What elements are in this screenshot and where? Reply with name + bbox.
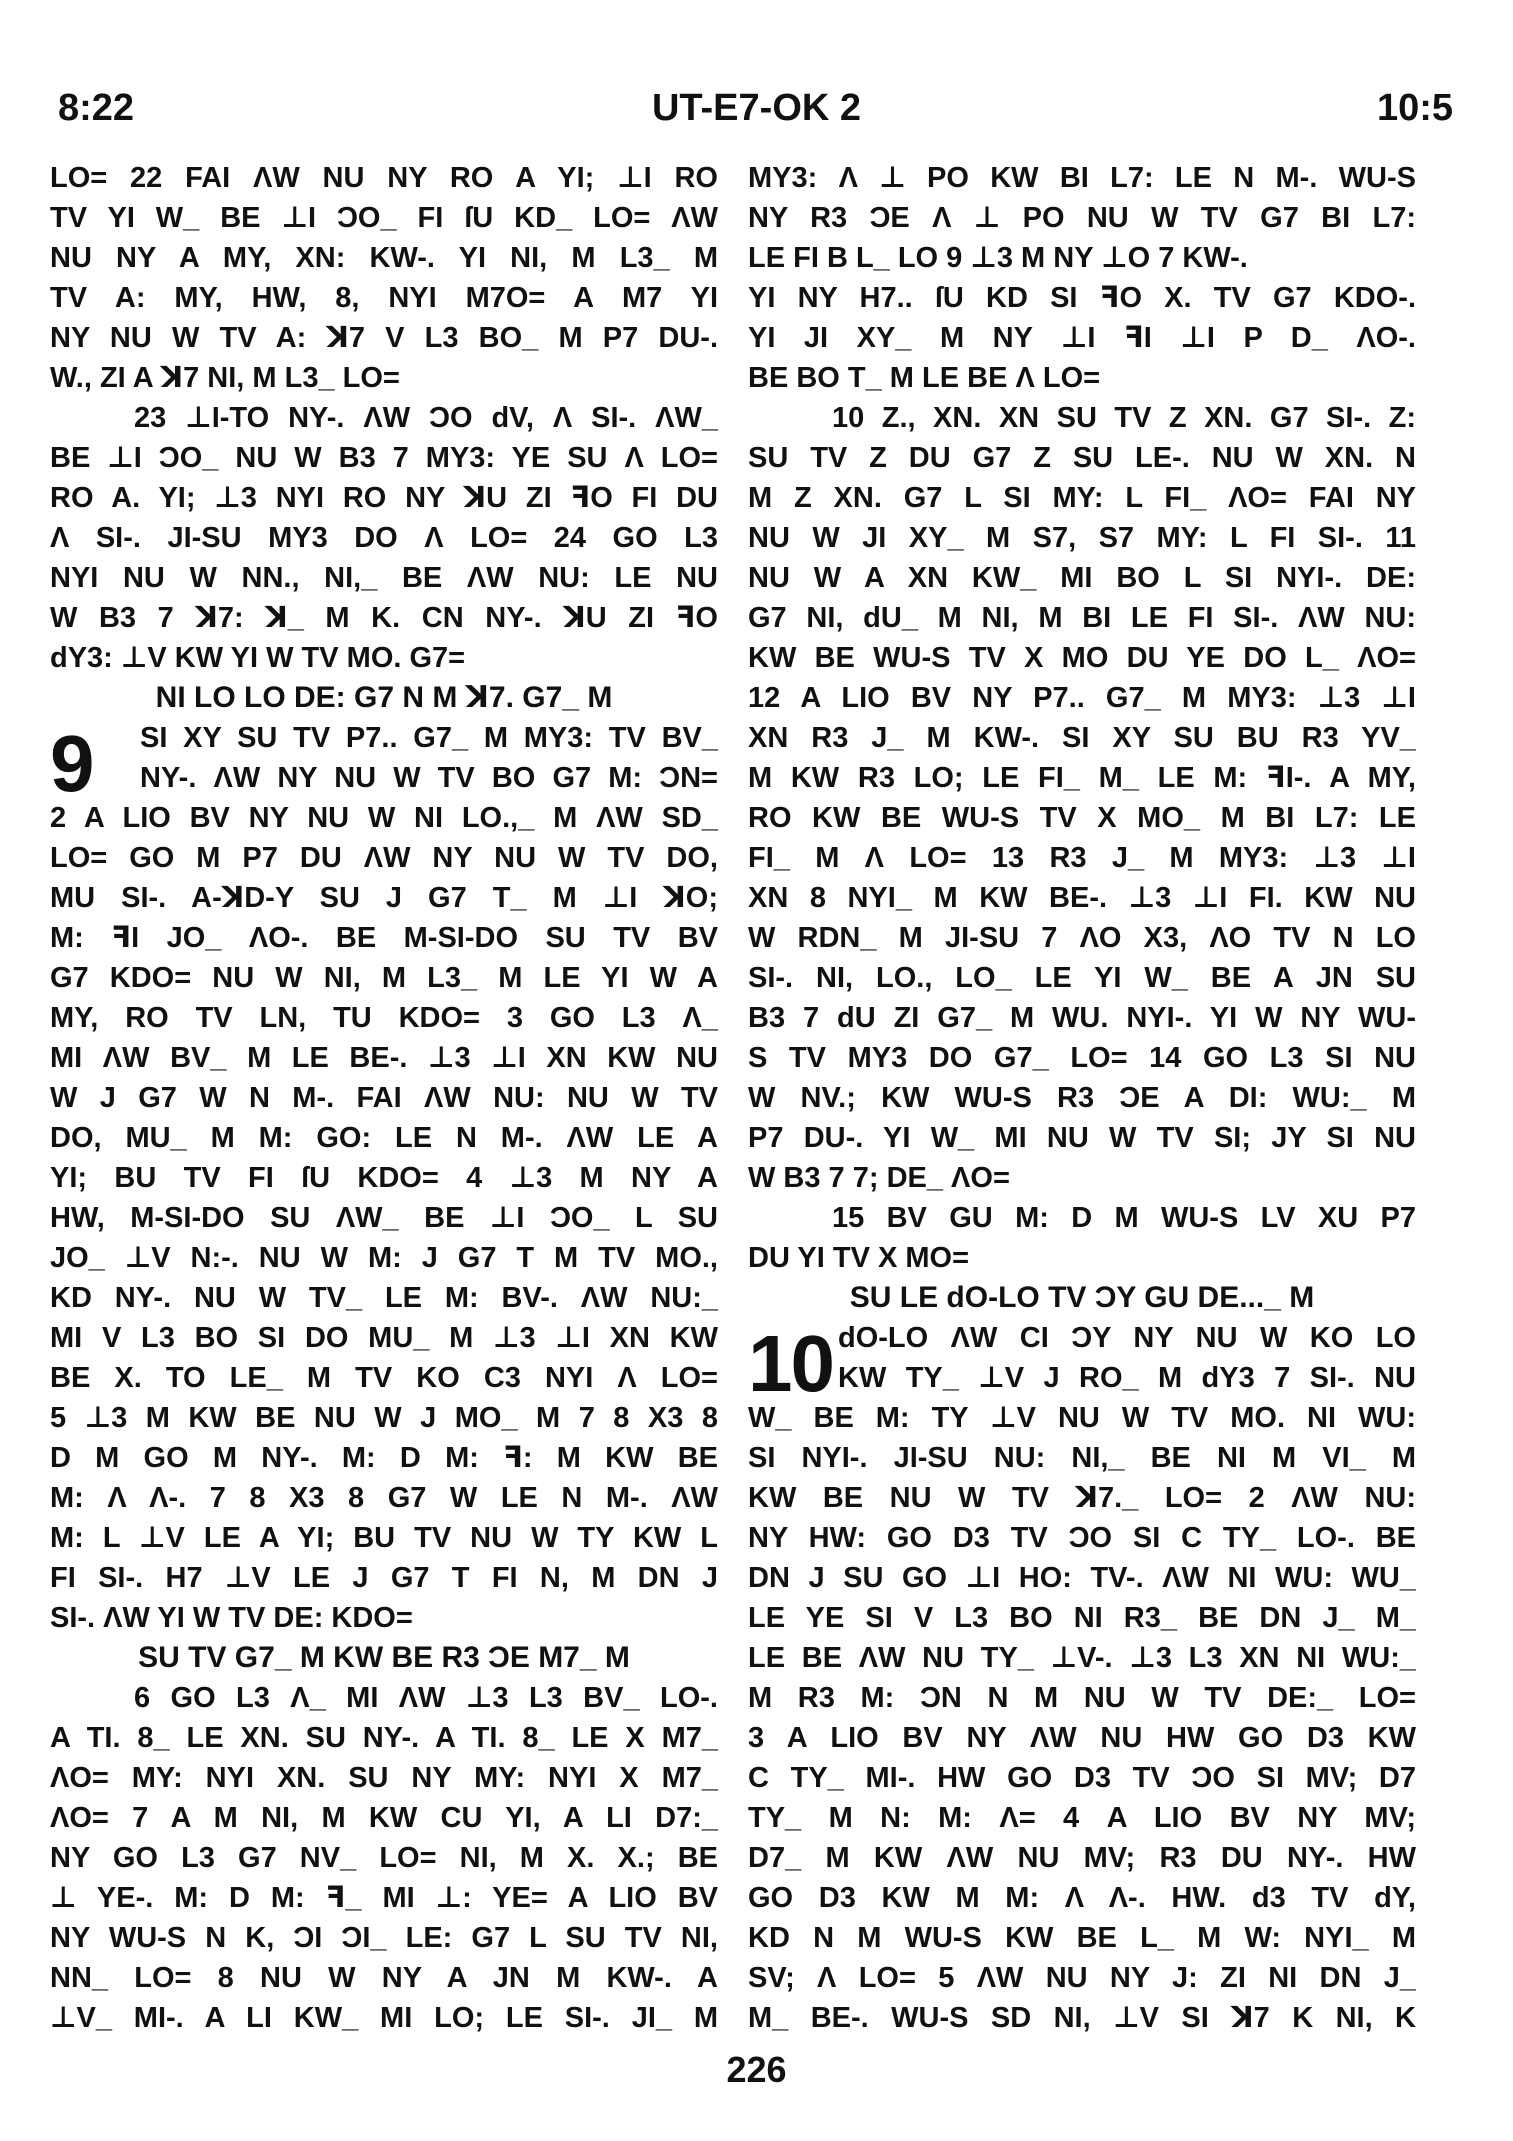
text-line: NY WU-S N K, ƆI ƆI_ LE: G7 L SU TV NI,: [50, 1922, 718, 1954]
text-line: 23 ⊥I-TO NY-. ΛW ƆO dV, Λ SI-. ΛW_: [134, 402, 718, 434]
text-line: SI NYI-. JI-SU NU: NI,_ BE NI M VI_ M: [748, 1442, 1416, 1474]
text-line: HW, M-SI-DO SU ΛW_ BE ⊥I ƆO_ L SU: [50, 1202, 718, 1234]
text-line: 15 BV GU M: D M WU-S LV XU P7: [832, 1202, 1416, 1234]
text-line: M: L ⊥V LE A YI; BU TV NU W TY KW L: [50, 1522, 718, 1554]
text-line: NYI NU W NN., NI,_ BE ΛW NU: LE NU: [50, 562, 718, 594]
text-line: SV; Λ LO= 5 ΛW NU NY J: ZI NI DN J_: [748, 1962, 1416, 1994]
text-line: 3 A LIO BV NY ΛW NU HW GO D3 KW: [748, 1722, 1416, 1754]
section-heading: SU TV G7_ M KW BE R3 ƆE M7_ M: [138, 1641, 630, 1674]
text-line: W RDN_ M JI-SU 7 ΛO X3, ΛO TV N LO: [748, 922, 1416, 954]
chapter-start-block: [748, 1318, 1416, 1408]
text-line: RO A. YI; ⊥3 NYI RO NY ꓘU ZI ꟻO FI DU: [50, 482, 718, 514]
text-line: MY3: Λ ⊥ PO KW BI L7: LE N M-. WU-S: [748, 162, 1416, 194]
page-number: 226: [726, 2049, 787, 2090]
right-text-column: [748, 158, 1416, 2038]
text-line: M Z XN. G7 L SI MY: L FI_ ΛO= FAI NY: [748, 482, 1416, 514]
chapter-start-block: [50, 718, 718, 808]
text-line: LO= GO M P7 DU ΛW NY NU W TV DO,: [50, 842, 718, 874]
text-line: YI; BU TV FI ſU KDO= 4 ⊥3 M NY A: [50, 1162, 718, 1194]
left-paragraph-group-2: [50, 798, 718, 1638]
text-line: dO-LO ΛW CI ƆY NY NU W KO LO: [838, 1322, 1416, 1354]
text-line: D7_ M KW ΛW NU MV; R3 DU NY-. HW: [748, 1842, 1416, 1874]
text-line: NU W A XN KW_ MI BO L SI NYI-. DE:: [748, 562, 1416, 594]
text-line: W NV.; KW WU-S R3 ƆE A DI: WU:_ M: [748, 1082, 1416, 1114]
text-line: S TV MY3 DO G7_ LO= 14 GO L3 SI NU: [748, 1042, 1416, 1074]
running-header-book-title: UT-E7-OK 2: [651, 87, 862, 129]
text-line: SU TV Z DU G7 Z SU LE-. NU W XN. N: [748, 442, 1416, 474]
text-line: M KW R3 LO; LE FI_ M_ LE M: ꟻI-. A MY,: [748, 762, 1416, 794]
text-line: LE YE SI V L3 BO NI R3_ BE DN J_ M_: [748, 1602, 1416, 1634]
text-line: M: ꟻI JO_ ΛO-. BE M-SI-DO SU TV BV: [50, 922, 718, 954]
text-line: XN R3 J_ M KW-. SI XY SU BU R3 YV_: [748, 722, 1416, 754]
text-line: KD N M WU-S KW BE L_ M W: NYI_ M: [748, 1922, 1416, 1954]
text-line: LE BE ΛW NU TY_ ⊥V-. ⊥3 L3 XN NI WU:_: [748, 1642, 1416, 1674]
text-line: KW BE NU W TV ꓘ7._ LO= 2 ΛW NU:: [748, 1482, 1416, 1514]
chapter-number: 9: [50, 719, 93, 808]
text-line: LO= 22 FAI ΛW NU NY RO A YI; ⊥I RO: [50, 162, 718, 194]
text-line: DN J SU GO ⊥I HO: TV-. ΛW NI WU: WU_: [748, 1562, 1416, 1594]
left-paragraph-group-1: [50, 158, 718, 678]
text-line: NU NY A MY, XN: KW-. YI NI, M L3_ M: [50, 242, 718, 274]
section-heading: NI LO LO DE: G7 N M ꓘ7. G7_ M: [155, 681, 613, 714]
text-line: P7 DU-. YI W_ MI NU W TV SI; JY SI NU: [748, 1122, 1416, 1154]
text-line: BE ⊥I ƆO_ NU W B3 7 MY3: YE SU Λ LO=: [50, 442, 718, 474]
text-line: TY_ M N: M: Λ= 4 A LIO BV NY MV;: [748, 1802, 1416, 1834]
text-line: MI V L3 BO SI DO MU_ M ⊥3 ⊥I XN KW: [50, 1322, 718, 1354]
text-line: SI-. ΛW YI W TV DE: KDO=: [50, 1602, 413, 1634]
text-line: ΛO= MY: NYI XN. SU NY MY: NYI X M7_: [50, 1762, 718, 1794]
running-header-verse-start: 8:22: [58, 87, 135, 129]
text-line: M_ BE-. WU-S SD NI, ⊥V SI ꓘ7 K NI, K: [748, 2002, 1416, 2034]
text-line: TV A: MY, HW, 8, NYI M7O= A M7 YI: [50, 282, 718, 314]
left-paragraph-group-3: [50, 1678, 718, 2038]
text-line: NY-. ΛW NY NU W TV BO G7 M: ƆN=: [140, 762, 718, 794]
text-line: GO D3 KW M M: Λ Λ-. HW. d3 TV dY,: [748, 1882, 1416, 1914]
text-line: NN_ LO= 8 NU W NY A JN M KW-. A: [50, 1962, 718, 1994]
text-line: DU YI TV X MO=: [748, 1242, 970, 1274]
text-line: KD NY-. NU W TV_ LE M: BV-. ΛW NU:_: [50, 1282, 718, 1314]
text-line: KW BE WU-S TV X MO DU YE DO L_ ΛO=: [748, 642, 1416, 674]
chapter-opening-lines: [748, 1318, 1416, 1398]
chapter-opening-lines: [50, 718, 718, 798]
text-line: RO KW BE WU-S TV X MO_ M BI L7: LE: [748, 802, 1416, 834]
text-line: MI ΛW BV_ M LE BE-. ⊥3 ⊥I XN KW NU: [50, 1042, 718, 1074]
text-line: MU SI-. A-ꓘD-Y SU J G7 T_ M ⊥I ꓘO;: [50, 882, 718, 914]
text-line: FI SI-. H7 ⊥V LE J G7 T FI N, M DN J: [50, 1562, 718, 1594]
text-line: G7 KDO= NU W NI, M L3_ M LE YI W A: [50, 962, 718, 994]
text-line: 5 ⊥3 M KW BE NU W J MO_ M 7 8 X3 8: [50, 1402, 718, 1434]
text-line: W J G7 W N M-. FAI ΛW NU: NU W TV: [50, 1082, 718, 1114]
text-line: YI NY H7.. ſU KD SI ꟻO X. TV G7 KDO-.: [748, 282, 1416, 314]
text-line: D M GO M NY-. M: D M: ꟻ: M KW BE: [50, 1442, 718, 1474]
right-paragraph-group-1: [748, 158, 1416, 1278]
right-paragraph-group-2: [748, 1398, 1416, 2038]
left-text-column: [50, 158, 718, 2038]
text-line: 12 A LIO BV NY P7.. G7_ M MY3: ⊥3 ⊥I: [748, 682, 1416, 714]
text-line: A TI. 8_ LE XN. SU NY-. A TI. 8_ LE X M7_: [50, 1722, 718, 1754]
text-line: NY HW: GO D3 TV ƆO SI C TY_ LO-. BE: [748, 1522, 1416, 1554]
text-line: ⊥ YE-. M: D M: ꟻ_ MI ⊥: YE= A LIO BV: [50, 1882, 718, 1914]
text-line: C TY_ MI-. HW GO D3 TV ƆO SI MV; D7: [748, 1762, 1416, 1794]
text-line: W B3 7 ꓘ7: ꓘ_ M K. CN NY-. ꓘU ZI ꟻO: [50, 602, 718, 634]
chapter-number: 10: [748, 1319, 833, 1408]
text-line: FI_ M Λ LO= 13 R3 J_ M MY3: ⊥3 ⊥I: [748, 842, 1416, 874]
text-line: W_ BE M: TY ⊥V NU W TV MO. NI WU:: [748, 1402, 1416, 1434]
text-line: NY R3 ƆE Λ ⊥ PO NU W TV G7 BI L7:: [748, 202, 1416, 234]
text-line: XN 8 NYI_ M KW BE-. ⊥3 ⊥I FI. KW NU: [748, 882, 1416, 914]
text-line: W B3 7 7; DE_ ΛO=: [748, 1162, 1010, 1194]
text-line: MY, RO TV LN, TU KDO= 3 GO L3 Λ_: [50, 1002, 718, 1034]
text-line: LE FI B L_ LO 9 ⊥3 M NY ⊥O 7 KW-.: [748, 242, 1248, 274]
text-line: 6 GO L3 Λ_ MI ΛW ⊥3 L3 BV_ LO-.: [134, 1682, 718, 1714]
text-line: dY3: ⊥V KW YI W TV MO. G7=: [50, 642, 466, 674]
text-line: ⊥V_ MI-. A LI KW_ MI LO; LE SI-. JI_ M: [50, 2002, 718, 2034]
text-line: B3 7 dU ZI G7_ M WU. NYI-. YI W NY WU-: [748, 1002, 1416, 1034]
text-line: Λ SI-. JI-SU MY3 DO Λ LO= 24 GO L3: [50, 522, 718, 554]
text-line: YI JI XY_ M NY ⊥I ꟻI ⊥I P D_ ΛO-.: [748, 322, 1416, 354]
text-line: BE X. TO LE_ M TV KO C3 NYI Λ LO=: [50, 1362, 718, 1394]
text-line: BE BO T_ M LE BE Λ LO=: [748, 362, 1101, 394]
text-line: 2 A LIO BV NY NU W NI LO.,_ M ΛW SD_: [50, 802, 718, 834]
text-line: W., ZI A ꓘ7 NI, M L3_ LO=: [50, 362, 400, 394]
text-line: JO_ ⊥V N:-. NU W M: J G7 T M TV MO.,: [50, 1242, 718, 1274]
text-line: 10 Z., XN. XN SU TV Z XN. G7 SI-. Z:: [832, 402, 1416, 434]
running-header-verse-end: 10:5: [1376, 87, 1453, 129]
text-line: SI-. NI, LO., LO_ LE YI W_ BE A JN SU: [748, 962, 1416, 994]
text-line: NU W JI XY_ M S7, S7 MY: L FI SI-. 11: [748, 522, 1416, 554]
text-line: KW TY_ ⊥V J RO_ M dY3 7 SI-. NU: [838, 1362, 1416, 1394]
text-line: ΛO= 7 A M NI, M KW CU YI, A LI D7:_: [50, 1802, 718, 1834]
text-line: SI XY SU TV P7.. G7_ M MY3: TV BV_: [140, 722, 718, 754]
text-line: G7 NI, dU_ M NI, M BI LE FI SI-. ΛW NU:: [748, 602, 1416, 634]
text-line: DO, MU_ M M: GO: LE N M-. ΛW LE A: [50, 1122, 718, 1154]
text-line: M: Λ Λ-. 7 8 X3 8 G7 W LE N M-. ΛW: [50, 1482, 718, 1514]
text-line: NY NU W TV A: ꓘ7 V L3 BO_ M P7 DU-.: [50, 322, 718, 354]
section-heading: SU LE dO-LO TV ƆY GU DE..._ M: [849, 1281, 1315, 1314]
text-line: M R3 M: ƆN N M NU W TV DE:_ LO=: [748, 1682, 1416, 1714]
text-line: NY GO L3 G7 NV_ LO= NI, M X. X.; BE: [50, 1842, 718, 1874]
text-line: TV YI W_ BE ⊥I ƆO_ FI ſU KD_ LO= ΛW: [50, 202, 718, 234]
